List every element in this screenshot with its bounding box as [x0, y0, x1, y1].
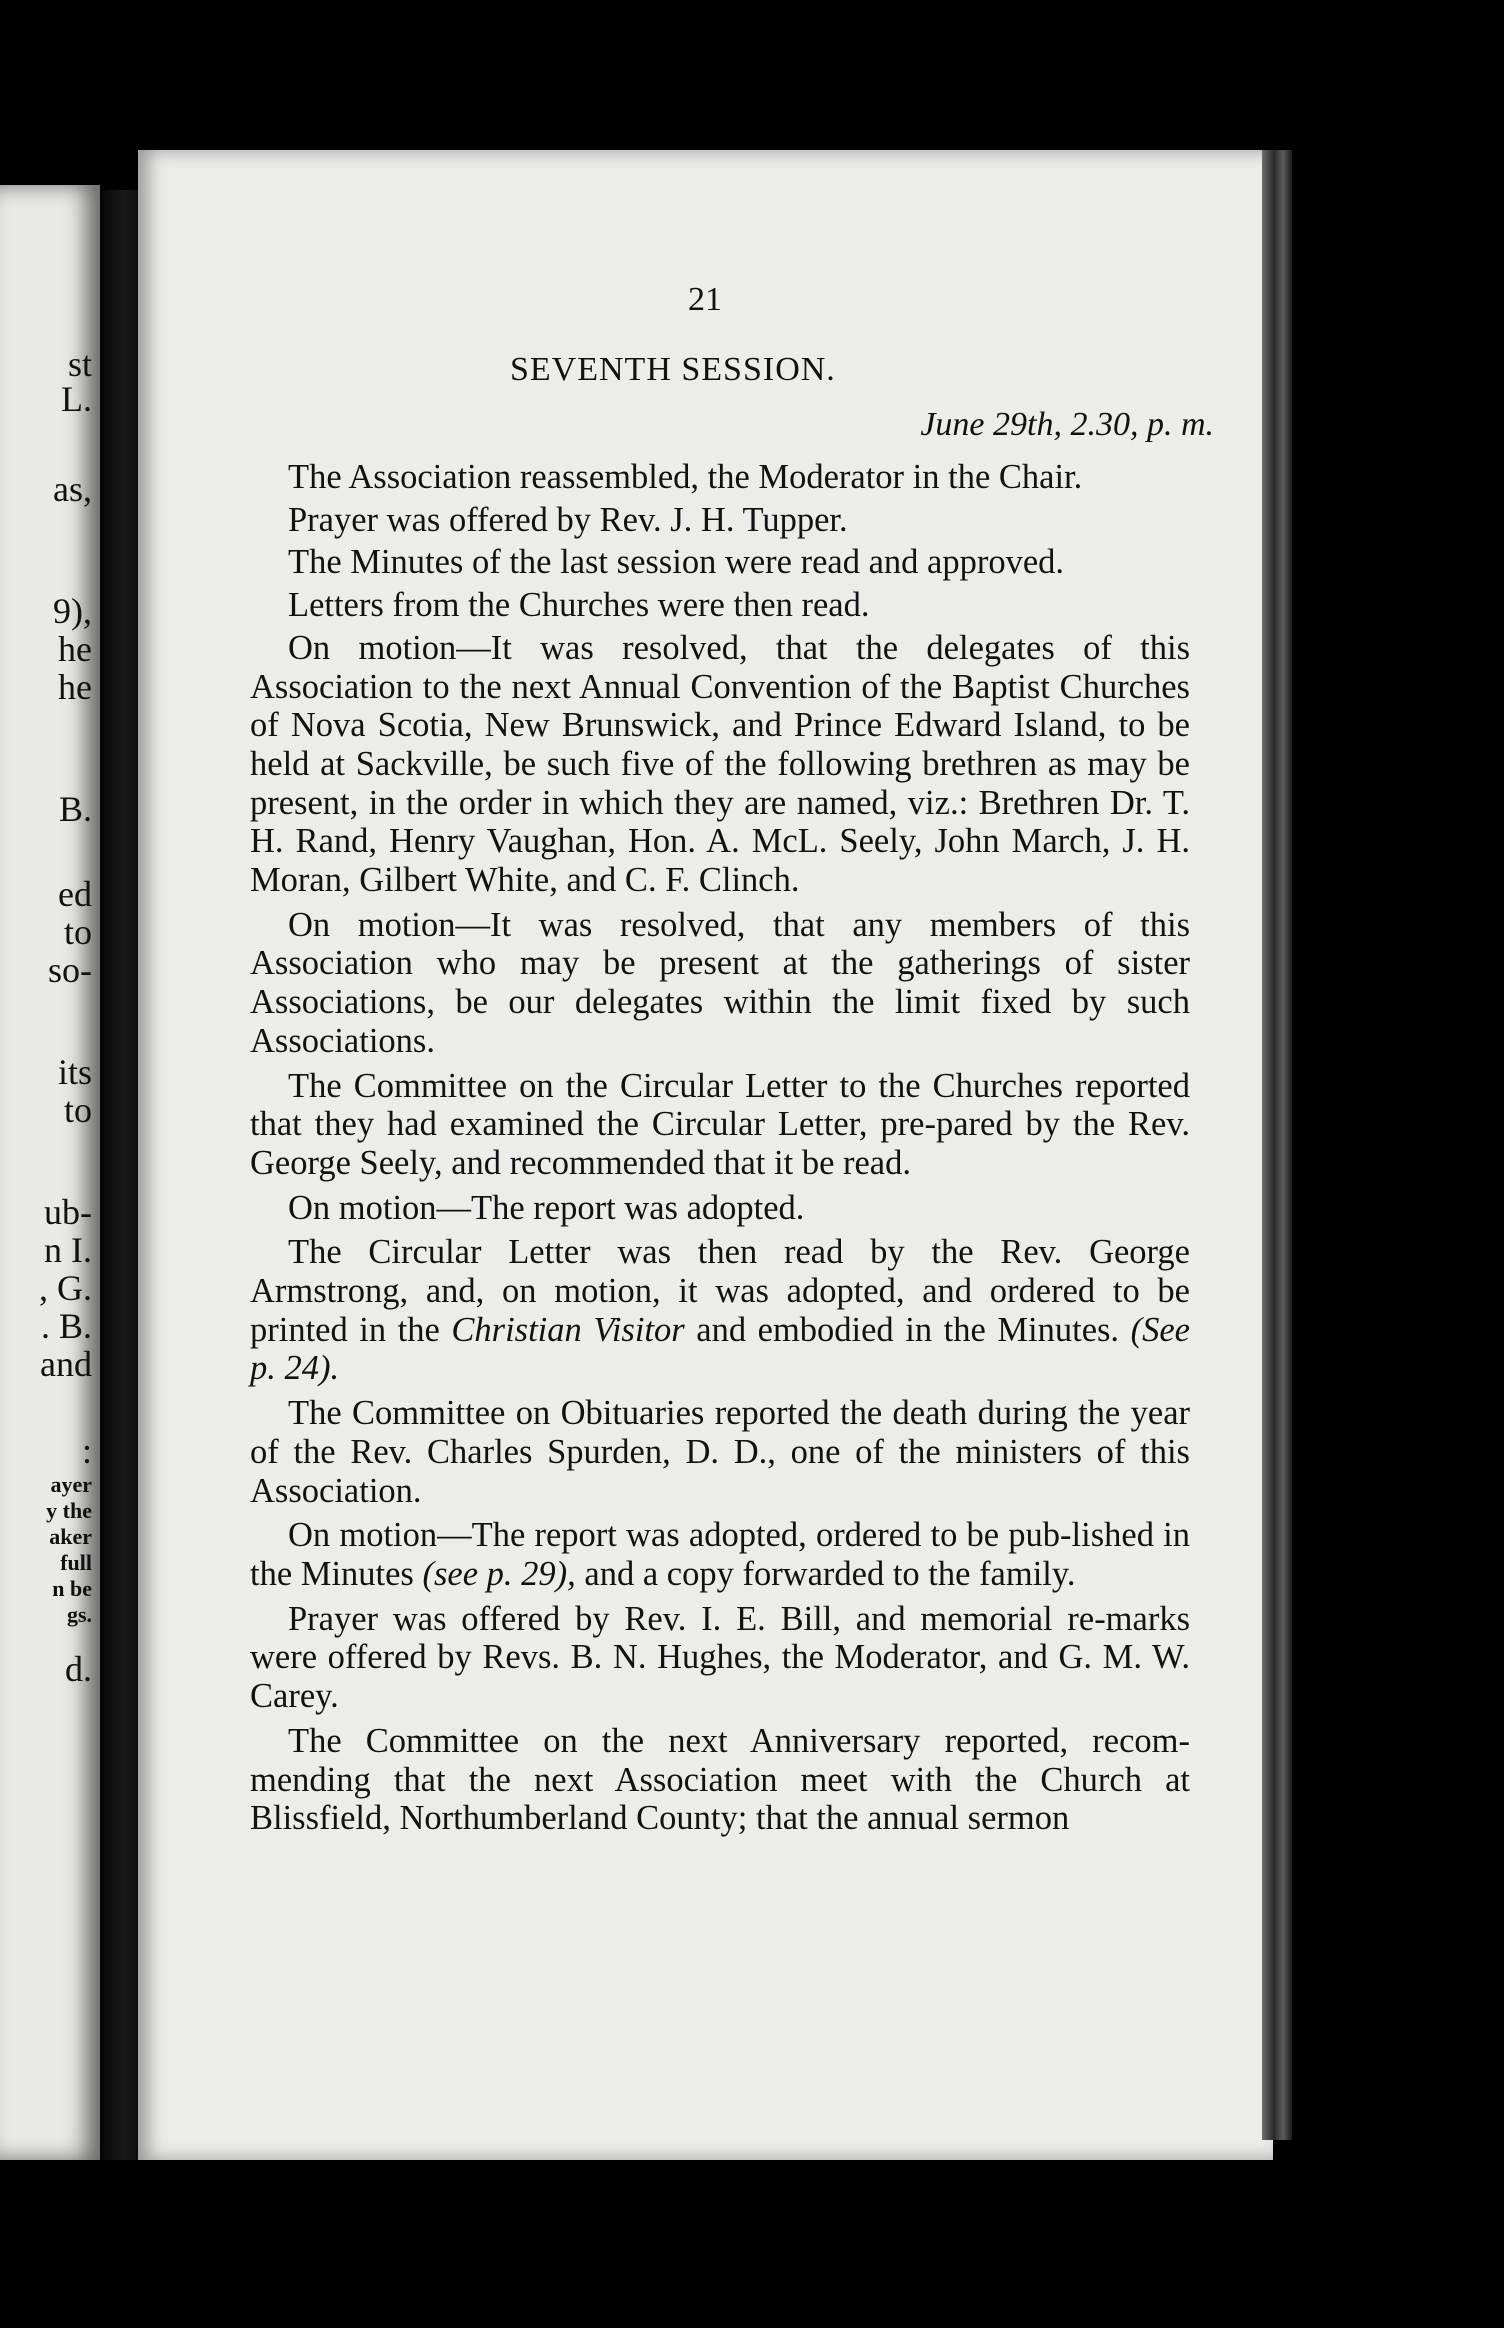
previous-page-fragment: B. [58, 789, 92, 829]
session-date: June 29th, 2.30, p. m. [920, 406, 1214, 443]
paragraph-obituary-motion [250, 1516, 1190, 1593]
previous-page-fragment: so- [48, 950, 92, 990]
previous-page-fragment: he [58, 629, 92, 669]
paragraph-next-anniversary: The Committee on the next Anniversary reported, recom-mending that the next Association meet with the Church at Blissfield, Northumberland County; that the annual sermon [250, 1721, 1190, 1838]
previous-page-fragment: L. [61, 379, 92, 419]
page-number: 21 [688, 281, 722, 318]
previous-page-fragment: to [63, 912, 92, 952]
previous-page-fragment: ed [58, 874, 92, 914]
previous-page-edge [0, 185, 100, 2160]
previous-page-fragment: n be [52, 1576, 92, 1601]
previous-page-fragment: : [81, 1431, 92, 1471]
previous-page-fragment: st [67, 344, 92, 384]
obituary-motion-text: On motion—The report was adopted, ordered to be pub-lished in the Minutes [250, 1516, 1190, 1593]
previous-page-fragment: y the [46, 1498, 92, 1523]
paragraph-report-adopted: On motion—The report was adopted. [288, 1188, 805, 1227]
previous-page-fragment: its [57, 1052, 92, 1092]
session-title: SEVENTH SESSION. [510, 351, 836, 388]
previous-page-fragment: 9), [53, 591, 92, 631]
paragraph-convention-delegates: On motion—It was resolved, that the delegates of this Association to the next Annual Convention of the Baptist Churches of Nova Scotia, New Brunswick, and Prince Edward Island, to be held at Sackville, be such five of the following brethren as may be present, in the order in which they are named, viz.: Brethren Dr. T. H. Rand, Henry Vaughan, Hon. A. McL. Seely, John March, J. H. Moran, Gilbert White, and C. F. Clinch. [250, 628, 1190, 900]
previous-page-fragment: as, [53, 469, 92, 509]
paragraph-letters: Letters from the Churches were then read. [288, 586, 870, 625]
page-stack-edge [1262, 150, 1292, 2140]
paragraph-minutes-read: The Minutes of the last session were read and approved. [288, 543, 1065, 582]
circular-letter-text: The Circular Letter was then read by the Rev. George Armstrong, and, on motion, it was adopted, and ordered to be printed in the [250, 1233, 1190, 1349]
previous-page-fragment: . B. [40, 1306, 92, 1346]
page-reference: (see p. 29), [422, 1554, 576, 1593]
previous-page-fragment: and [40, 1344, 92, 1384]
previous-page-fragment: ayer [50, 1472, 92, 1497]
previous-page-fragment: to [63, 1090, 92, 1130]
obituary-motion-text-end: and a copy forwarded to the family. [575, 1554, 1076, 1593]
previous-page-fragment: n I. [44, 1230, 92, 1270]
previous-page-fragment: aker [49, 1524, 92, 1549]
paragraph-prayer: Prayer was offered by Rev. J. H. Tupper. [288, 500, 848, 539]
minutes-body [250, 458, 1190, 1844]
page-reference: (See p. 24). [250, 1310, 1190, 1388]
paragraph-circular-letter [250, 1233, 1190, 1388]
paragraph-circular-committee: The Committee on the Circular Letter to the Churches reported that they had examined the Circular Letter, pre-pared by the Rev. George Seely, and recommended that it be read. [250, 1066, 1190, 1182]
previous-page-fragment: d. [65, 1649, 92, 1689]
paragraph-obituaries: The Committee on Obituaries reported the death during the year of the Rev. Charles Spurden, D. D., one of the ministers of this Association. [250, 1394, 1190, 1510]
previous-page-fragment: full [60, 1550, 92, 1575]
previous-page-fragment: gs. [66, 1602, 92, 1627]
paragraph-reassembled: The Association reassembled, the Moderator in the Chair. [288, 458, 1083, 496]
publication-title: Christian Visitor [451, 1310, 685, 1349]
previous-page-fragment: ub- [44, 1192, 92, 1232]
paragraph-memorial-remarks: Prayer was offered by Rev. I. E. Bill, and memorial re-marks were offered by Revs. B. N. Hughes, the Moderator, and G. M. W. Carey. [250, 1599, 1190, 1716]
book-gutter [100, 190, 140, 2160]
paragraph-sister-associations: On motion—It was resolved, that any members of this Association who may be present at the gatherings of sister Associations, be our delegates within the limit fixed by such Associations. [250, 905, 1190, 1060]
previous-page-fragment: he [58, 667, 92, 707]
circular-letter-text-end: and embodied in the Minutes. [684, 1310, 1131, 1349]
previous-page-fragment: , G. [39, 1268, 92, 1308]
